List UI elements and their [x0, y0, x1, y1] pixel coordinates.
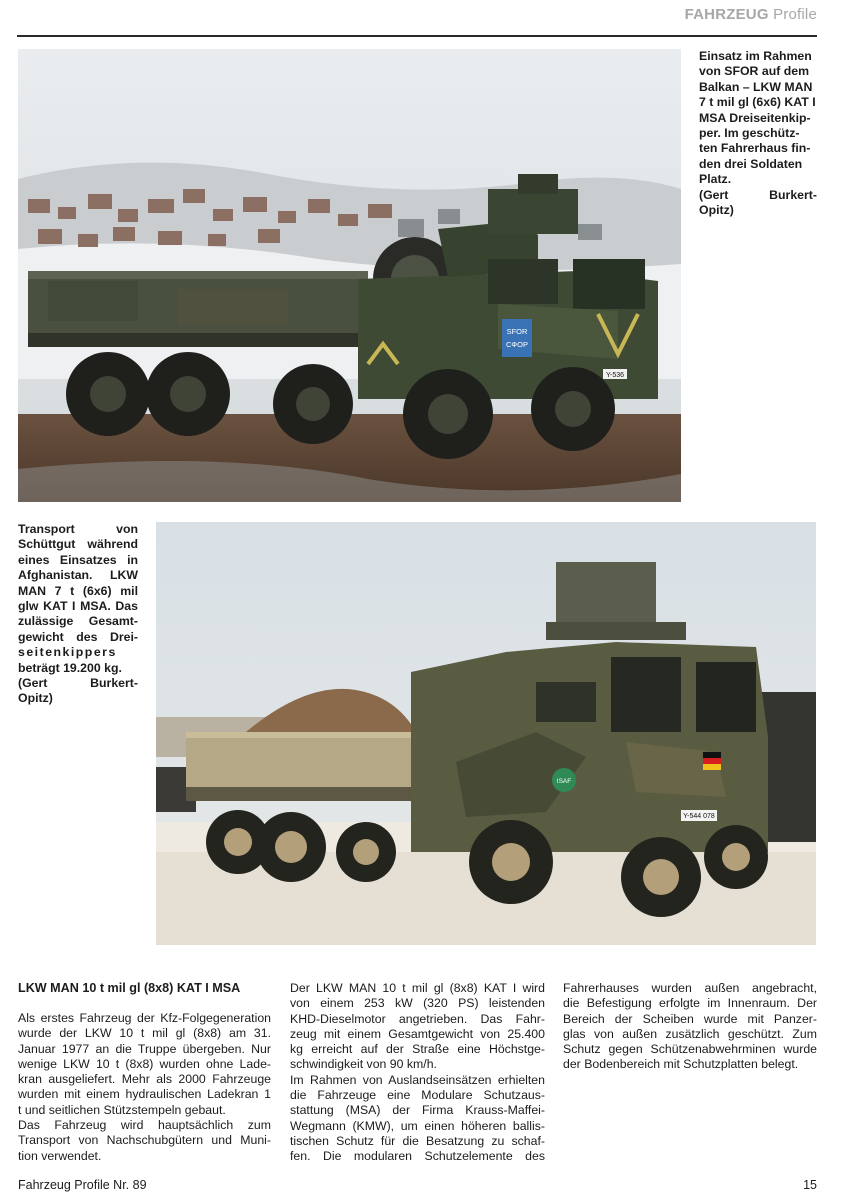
photo-isaf-truck	[156, 522, 816, 945]
plate-text: Y-544 078	[683, 813, 715, 820]
sfor-badge-cyrillic: CФOP	[506, 340, 528, 349]
page-number: 15	[803, 1178, 817, 1192]
photo-sfor-truck	[18, 49, 681, 502]
footer-publication: Fahrzeug Profile Nr. 89	[18, 1178, 147, 1192]
isaf-badge-text: ISAF	[556, 778, 572, 785]
series-title: FAHRZEUG Profile	[684, 6, 817, 23]
article-column-2: Der LKW MAN 10 t mil gl (8x8) KAT I wird von einem 253 kW (320 PS) leistenden KHD-Dieselmotor angetrieben. Das Fahr- zeug mit einem Gesamtgewicht von 25.400 kg erreicht auf der Straße eine Höchstge- schwindigkeit von 90 km/h. Im Rahmen von Auslandseinsätzen erhielten die Fahrzeuge eine Modulare Schutzaus- stattung (MSA) der Firma Krauss-Maffei- Wegmann (KMW), um einen höheren ballis- tischen Schutz für die Besatzung zu schaf- fen. Die modularen Schutzelemente des	[290, 981, 545, 1164]
photo2-caption: Transport von Schüttgut während eines Einsatzes in Afghanistan. LKW MAN 7 t (6x6) mil glw KAT I MSA. Das zulässige Gesamt- gewicht des Drei- seitenkippers beträgt 19.200 kg. (Gert Burkert- Opitz)	[18, 522, 138, 706]
sfor-badge-text: SFOR	[506, 327, 528, 336]
article-heading: LKW MAN 10 t mil gl (8x8) KAT I MSA	[18, 981, 241, 995]
plate-text: Y-536	[605, 372, 625, 379]
article-column-3: Fahrerhauses wurden außen angebracht, die Befestigung erfolgte im Innenraum. Der Bereich der Scheiben wurde mit Panzer- glas von außen zusätzlich geschützt. Zum Schutz gegen Schützenabwehrminen wurde der Bodenbereich mit Schutzplatten belegt.	[563, 981, 817, 1072]
header-rule	[17, 35, 817, 37]
photo1-caption: Einsatz im Rahmen von SFOR auf dem Balkan – LKW MAN 7 t mil gl (6x6) KAT I MSA Dreiseitenkip- per. Im geschütz- ten Fahrerhaus fin- den drei Soldaten Platz. (Gert Burkert- Opitz)	[699, 49, 817, 218]
article-column-1: LKW MAN 10 t mil gl (8x8) KAT I MSA Als erstes Fahrzeug der Kfz-Folgegeneration wurde der LKW 10 t mil gl (8x8) am 31. Januar 1977 an die Truppe übergeben. Nur wenige LKW 10 t (8x8) wurden ohne Lade- kran ausgeliefert. Mehr als 2000 Fahrzeuge wurden mit einem hydraulischen Ladekran 1 t und seitlichen Stützstempeln gebaut. Das Fahrzeug wird hauptsächlich zum Transport von Nachschubgütern und Muni- tion verwendet.	[18, 981, 271, 1163]
